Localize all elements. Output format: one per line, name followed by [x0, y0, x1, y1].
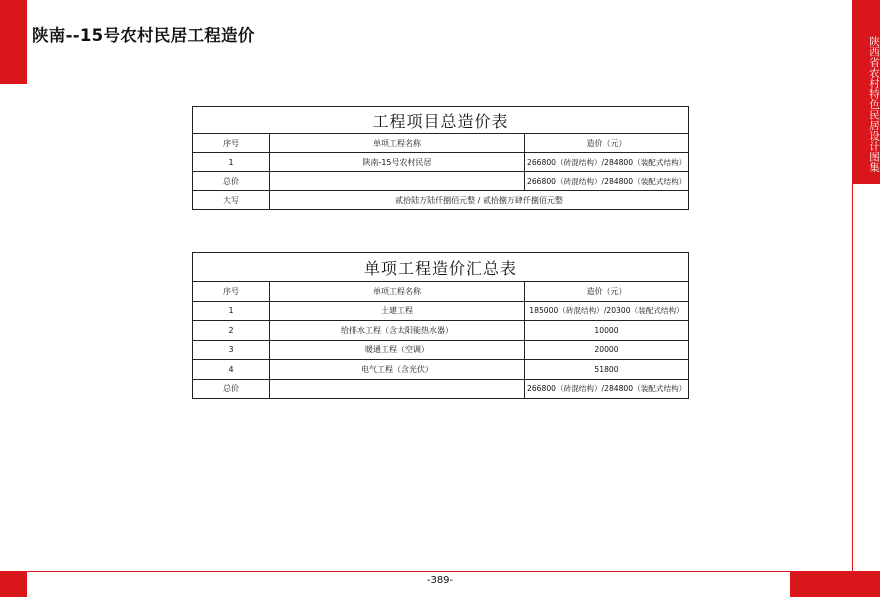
table-cell: 1 [193, 301, 270, 321]
project-total-cost-table [192, 106, 689, 210]
table-row [193, 379, 689, 399]
header-cell: 造价（元） [525, 282, 689, 302]
uppercase-amount: 贰拾陆万陆仟捌佰元整 / 贰拾捌万肆仟捌佰元整 [270, 191, 689, 210]
table-cell: 2 [193, 321, 270, 341]
table-row [193, 172, 689, 191]
header-cell: 单项工程名称 [270, 282, 525, 302]
table-cell: 1 [193, 153, 270, 172]
uppercase-label: 大写 [193, 191, 270, 210]
table-row [193, 340, 689, 360]
table-row [193, 301, 689, 321]
page-title: 陕南--15号农村民居工程造价 [32, 26, 255, 45]
table-row [193, 360, 689, 380]
table-row [193, 153, 689, 172]
table-cell: 暖通工程（空调） [270, 340, 525, 360]
table-cell: 20000 [525, 340, 689, 360]
table-cell: 266800（砖混结构）/284800（装配式结构） [525, 379, 689, 399]
table-cell: 电气工程（含光伏） [270, 360, 525, 380]
table-row [193, 191, 689, 210]
cost-summary-table [192, 252, 689, 399]
table-cell: 总价 [193, 379, 270, 399]
table-row [193, 321, 689, 341]
bottom-border-line [27, 571, 852, 572]
header-cell: 单项工程名称 [270, 134, 525, 153]
header-cell: 序号 [193, 282, 270, 302]
table-cell: 给排水工程（含太阳能热水器） [270, 321, 525, 341]
table-cell: 总价 [193, 172, 270, 191]
header-cell: 造价（元） [525, 134, 689, 153]
table-cell: 10000 [525, 321, 689, 341]
side-label: 陕西省农村特色民居设计图集 [868, 35, 880, 173]
table-header-row [193, 282, 689, 302]
table-cell: 3 [193, 340, 270, 360]
table-title: 工程项目总造价表 [193, 107, 689, 134]
table-cell: 土建工程 [270, 301, 525, 321]
table-header-row [193, 134, 689, 153]
table-cell [270, 172, 525, 191]
table-cell: 185000（砖混结构）/20300（装配式结构） [525, 301, 689, 321]
table-cell: 陕南-15号农村民居 [270, 153, 525, 172]
table-cell [270, 379, 525, 399]
table-cell: 4 [193, 360, 270, 380]
table-title: 单项工程造价汇总表 [193, 253, 689, 282]
page-number: -389- [426, 575, 454, 586]
table-cell: 266800（砖混结构）/284800（装配式结构） [525, 172, 689, 191]
header-cell: 序号 [193, 134, 270, 153]
table-cell: 266800（砖混结构）/284800（装配式结构） [525, 153, 689, 172]
table-cell: 51800 [525, 360, 689, 380]
red-corner-block-top-left [0, 0, 27, 84]
